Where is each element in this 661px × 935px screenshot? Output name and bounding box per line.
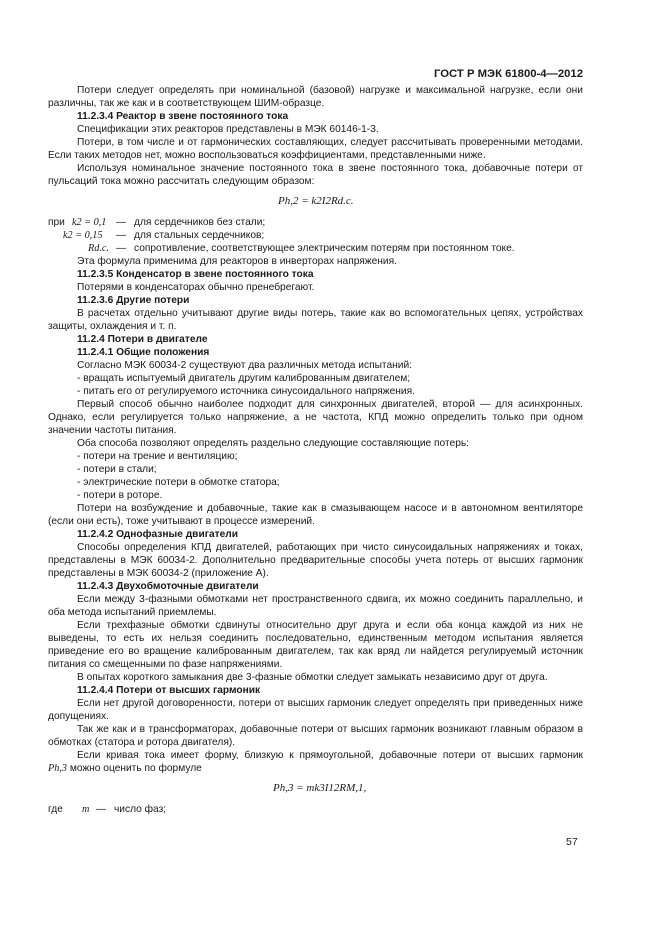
paragraph: Оба способа позволяют определять раздельно следующие составляющие потерь: xyxy=(77,438,469,449)
section-heading: 11.2.4.3 Двухобмоточные двигатели xyxy=(77,581,259,592)
text: можно оценить по формуле xyxy=(69,763,202,774)
dash: — xyxy=(116,243,127,254)
paragraph: Если кривая тока имеет форму, близкую к прямоугольной, добавочные потери от высших гармоник xyxy=(77,750,583,761)
paragraph: Потери следует определять при номинальной (базовой) нагрузке и максимальной нагрузке, если они различны, так же как и в соответствующем ШИМ-образце. xyxy=(48,85,583,109)
where-label: при xyxy=(48,217,65,228)
document-header: ГОСТ Р МЭК 61800-4—2012 xyxy=(434,68,583,80)
formula-text: Ph,3 = mk3I12RM,1, xyxy=(273,782,367,794)
paragraph: Потери, в том числе и от гармонических составляющих, следует рассчитывать проверенными методами. Если таких методов нет, можно воспользоваться коэффициентами, представленными ниже. xyxy=(48,137,583,161)
where-row xyxy=(48,229,583,242)
symbol: Ph,3 xyxy=(48,763,67,774)
definition: для стальных сердечников; xyxy=(134,230,265,241)
list-item: - потери на трение и вентиляцию; xyxy=(77,451,238,462)
list-item: - потери в роторе. xyxy=(77,490,163,501)
list-item: - питать его от регулируемого источника синусоидального напряжения. xyxy=(77,386,415,397)
formula-ph3 xyxy=(48,775,583,803)
section-heading: 11.2.3.5 Конденсатор в звене постоянного тока xyxy=(77,269,314,280)
paragraph: Если нет другой договоренности, потери от высших гармоник следует определять при приведенных ниже допущениях. xyxy=(48,698,583,722)
section-heading: 11.2.3.4 Реактор в звене постоянного тока xyxy=(77,111,289,122)
where-row xyxy=(48,216,583,229)
where-row xyxy=(48,242,583,255)
symbol: k2 = 0,1 xyxy=(72,217,107,228)
paragraph: Используя номинальное значение постоянного тока в звене постоянного тока, добавочные потери от пульсаций тока можно рассчитать следующим образом: xyxy=(48,163,583,187)
paragraph: Если трехфазные обмотки сдвинуты относительно друг друга и если оба конца каждой из них не выведены, то есть их нельзя соединить последовательно, единственным методом испытания является приведение его во вращение калиброванным двигателем, так как вряд ли найдется регулируемый источник питания со смещенными по фазе напряжениями. xyxy=(48,620,583,670)
section-heading: 11.2.4.2 Однофазные двигатели xyxy=(77,529,239,540)
paragraph-continuation xyxy=(48,762,583,775)
symbol: m xyxy=(82,804,90,815)
dash: — xyxy=(116,217,127,228)
definition: число фаз; xyxy=(114,804,167,815)
symbol: k2 = 0,15 xyxy=(63,230,103,241)
section-heading: 11.2.4 Потери в двигателе xyxy=(77,334,208,345)
dash: — xyxy=(116,230,127,241)
definition: сопротивление, соответствующее электрическим потерям при постоянном токе. xyxy=(134,243,515,254)
page-number: 57 xyxy=(566,836,578,848)
paragraph: Первый способ обычно наиболее подходит для синхронных двигателей, второй — для асинхронных. Однако, если регулируется только напряжение, а не частота, КПД можно определить только при одном значении частоты питания. xyxy=(48,399,583,436)
list-item: - потери в стали; xyxy=(77,464,157,475)
where-row xyxy=(48,803,583,816)
paragraph: В расчетах отдельно учитывают другие виды потерь, такие как во вспомогательных цепях, устройствах защиты, охлаждения и т. п. xyxy=(48,308,583,332)
paragraph: Согласно МЭК 60034-2 существуют два различных метода испытаний: xyxy=(77,360,412,371)
section-heading: 11.2.4.4 Потери от высших гармоник xyxy=(77,685,261,696)
where-label: где xyxy=(48,804,63,815)
list-item: - электрические потери в обмотке статора; xyxy=(77,477,280,488)
paragraph: Потерями в конденсаторах обычно пренебрегают. xyxy=(77,282,315,293)
paragraph: В опытах короткого замыкания две 3-фазные обмотки следует замыкать независимо друг от друга. xyxy=(77,672,548,683)
formula-text: Ph,2 = k2I2Rd.c. xyxy=(278,195,354,207)
section-heading: 11.2.4.1 Общие положения xyxy=(77,347,210,358)
symbol: Rd.c. xyxy=(88,243,109,254)
paragraph: Способы определения КПД двигателей, работающих при чисто синусоидальных напряжениях и токах, представлены в МЭК 60034-2. Дополнительно предварительные способы учета потерь от высших гармоник представлены в МЭК 60034-2 (приложение А). xyxy=(48,542,583,579)
formula-ph2 xyxy=(48,188,583,216)
paragraph: Спецификации этих реакторов представлены в МЭК 60146-1-3. xyxy=(77,124,379,135)
paragraph: Потери на возбуждение и добавочные, такие как в смазывающем насосе и в автономном вентиляторе (если они есть), тоже учитывают в процессе измерений. xyxy=(48,503,583,527)
list-item: - вращать испытуемый двигатель другим калиброванным двигателем; xyxy=(77,373,411,384)
paragraph: Так же как и в трансформаторах, добавочные потери от высших гармоник возникают главным образом в обмотках (статора и ротора двигателя). xyxy=(48,724,583,748)
section-heading: 11.2.3.6 Другие потери xyxy=(77,295,190,306)
dash: — xyxy=(96,804,107,815)
paragraph: Эта формула применима для реакторов в инверторах напряжения. xyxy=(77,256,397,267)
page-body xyxy=(48,84,583,816)
definition: для сердечников без стали; xyxy=(134,217,266,228)
paragraph: Если между 3-фазными обмотками нет пространственного сдвига, их можно соединить параллельно, и оба метода испытаний приемлемы. xyxy=(48,594,583,618)
